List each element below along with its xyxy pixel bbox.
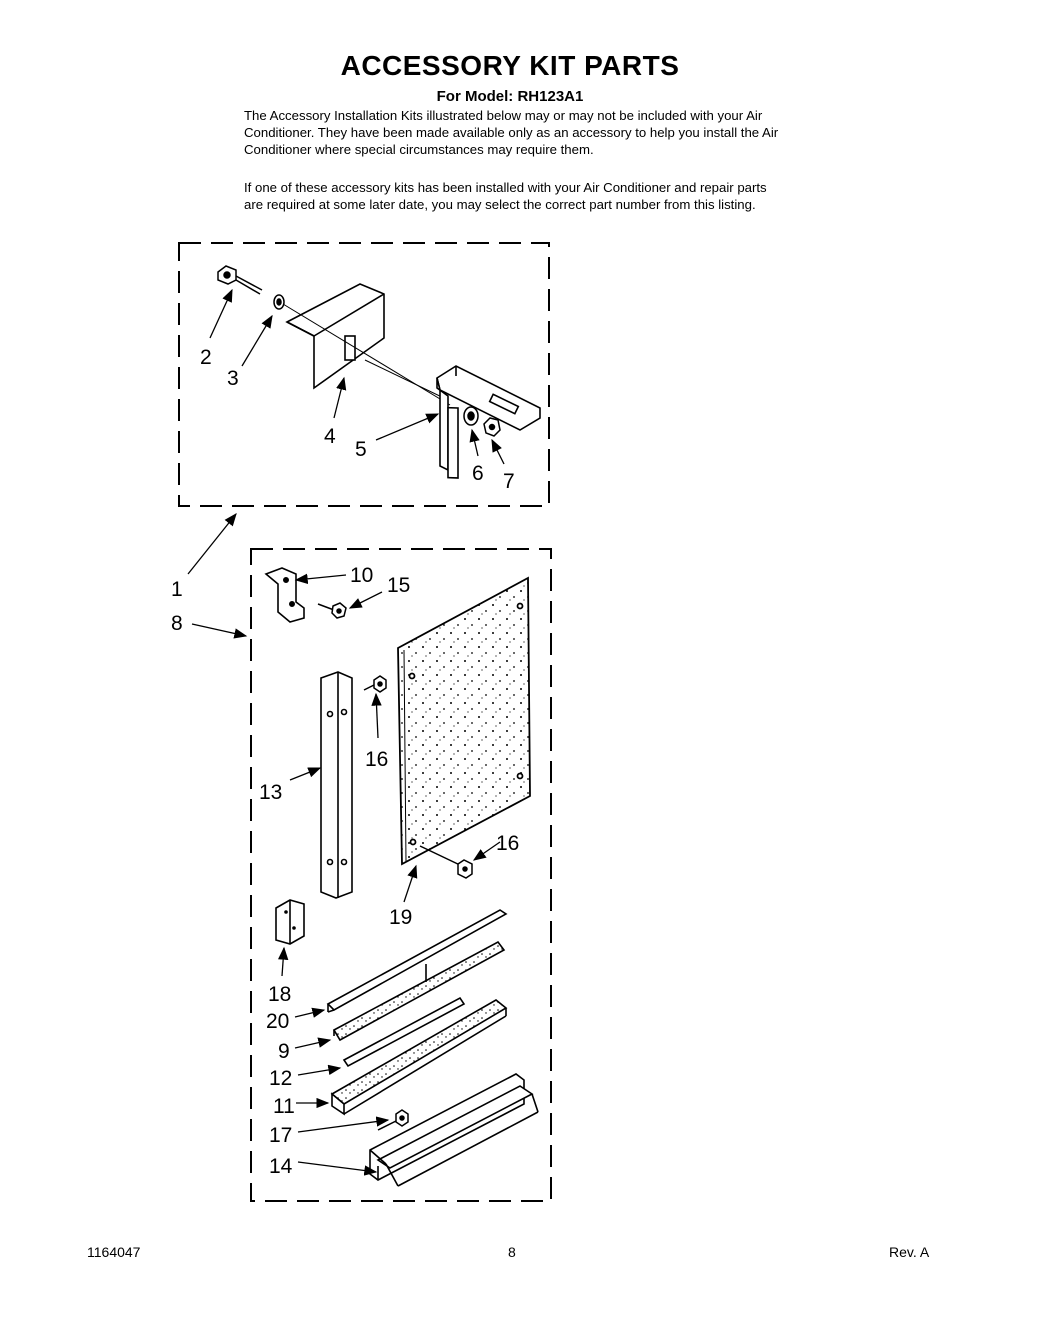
leader-8 xyxy=(192,624,246,636)
leader-19 xyxy=(404,866,416,902)
screw-part xyxy=(218,266,262,294)
callout-19: 19 xyxy=(389,906,413,929)
callout-10: 10 xyxy=(350,564,374,587)
leader-15 xyxy=(350,592,382,608)
revision-label: Rev. A xyxy=(889,1244,930,1260)
callout-16-lower: 16 xyxy=(496,832,520,855)
leader-7 xyxy=(492,440,504,464)
leader-3 xyxy=(242,316,272,366)
callout-4: 4 xyxy=(324,425,336,448)
callout-3: 3 xyxy=(227,367,239,390)
leader-20 xyxy=(295,1010,324,1017)
callout-17: 17 xyxy=(269,1124,293,1147)
page-title: ACCESSORY KIT PARTS xyxy=(340,50,680,81)
washer-part xyxy=(464,407,478,425)
screw-part xyxy=(378,1110,408,1130)
callout-8: 8 xyxy=(171,612,183,635)
leader-16a xyxy=(376,694,378,738)
washer-part xyxy=(274,295,284,309)
callout-12: 12 xyxy=(269,1067,293,1090)
callout-7: 7 xyxy=(503,470,515,493)
callout-16-upper: 16 xyxy=(365,748,389,771)
nut-part xyxy=(484,418,500,436)
leader-10 xyxy=(296,575,346,580)
callout-20: 20 xyxy=(266,1010,290,1033)
callout-5: 5 xyxy=(355,438,367,461)
callout-2: 2 xyxy=(200,346,212,369)
leader-17 xyxy=(298,1120,388,1132)
page-number: 8 xyxy=(508,1244,516,1260)
leader-4 xyxy=(334,378,344,418)
instruction-paragraph: If one of these accessory kits has been installed with your Air Conditioner and repair parts are required at some later date, you may select the correct part number from this listing. xyxy=(244,180,767,212)
callout-9: 9 xyxy=(278,1040,290,1063)
leader-18 xyxy=(282,948,284,976)
channel-part xyxy=(321,672,352,898)
leader-13 xyxy=(290,768,320,780)
screw-part xyxy=(318,603,346,618)
leader-12 xyxy=(298,1068,340,1075)
foam-panel-part xyxy=(398,578,530,864)
leader-14 xyxy=(298,1162,376,1172)
callout-6: 6 xyxy=(472,462,484,485)
rail-part xyxy=(370,1074,538,1186)
intro-paragraph: The Accessory Installation Kits illustrated below may or may not be included with your Air Conditioner. They have been made available only as an accessory to help you install the Air Conditioner where special circumstances may require them. xyxy=(244,108,779,157)
screw-part xyxy=(364,676,386,692)
callout-11: 11 xyxy=(273,1095,295,1118)
leader-1 xyxy=(188,514,236,574)
document-number: 1164047 xyxy=(87,1244,141,1260)
angle-bracket-part xyxy=(266,568,304,622)
model-subtitle: For Model: RH123A1 xyxy=(436,88,584,105)
leader-2 xyxy=(210,290,232,338)
foam-block-part xyxy=(276,900,304,944)
leader-9 xyxy=(295,1040,330,1048)
callout-13: 13 xyxy=(259,781,283,804)
callout-15: 15 xyxy=(387,574,411,597)
assembly-line xyxy=(365,360,448,400)
callout-1: 1 xyxy=(171,578,183,601)
callout-14: 14 xyxy=(269,1155,293,1178)
callout-18: 18 xyxy=(268,983,292,1006)
leader-5 xyxy=(376,414,438,440)
leader-6 xyxy=(472,430,478,456)
